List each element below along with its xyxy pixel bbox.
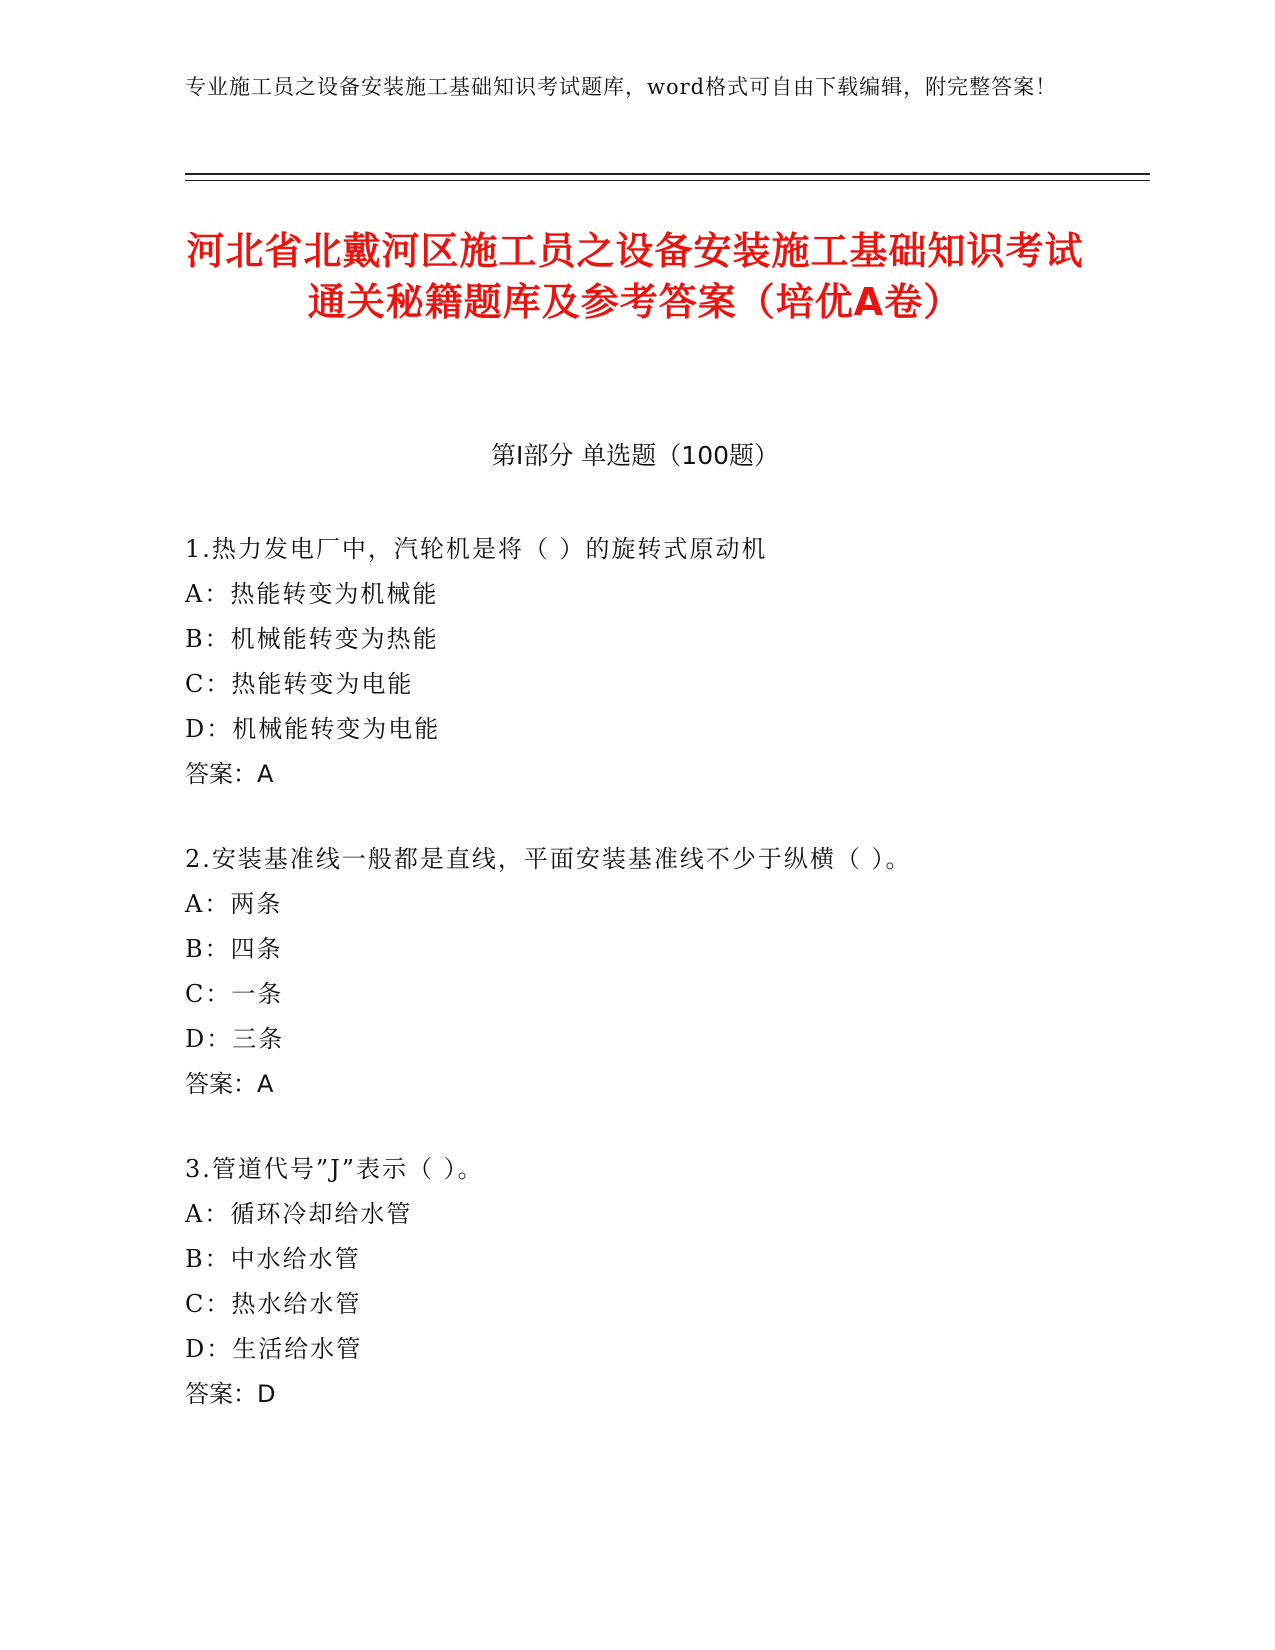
option-c: C：一条 — [185, 980, 284, 1008]
question-stem: 1.热力发电厂中，汽轮机是将（ ）的旋转式原动机 — [185, 535, 768, 563]
question-2 — [185, 837, 1145, 1107]
option-d: D：机械能转变为电能 — [185, 715, 441, 743]
header-rule-thick — [185, 173, 1150, 175]
question-stem: 2.安装基准线一般都是直线，平面安装基准线不少于纵横（ ）。 — [185, 845, 912, 873]
header-note: 专业施工员之设备安装施工基础知识考试题库，word格式可自由下载编辑，附完整答案！ — [185, 75, 1058, 99]
option-b: B：中水给水管 — [185, 1245, 361, 1273]
option-c: C：热能转变为电能 — [185, 670, 414, 698]
option-a: A：循环冷却给水管 — [185, 1200, 413, 1228]
question-3 — [185, 1147, 1145, 1417]
answer-line: 答案：A — [185, 760, 274, 788]
section-heading: 第Ⅰ部分 单选题（100题） — [490, 441, 780, 470]
option-d: D：三条 — [185, 1025, 285, 1053]
document-title: 河北省北戴河区施工员之设备安装施工基础知识考试通关秘籍题库及参考答案（培优A卷） — [186, 229, 1084, 324]
question-list — [185, 527, 1145, 1457]
option-c: C：热水给水管 — [185, 1290, 362, 1318]
header-rule-thin — [185, 180, 1150, 181]
option-a: A：两条 — [185, 890, 283, 918]
option-a: A：热能转变为机械能 — [185, 580, 439, 608]
question-1 — [185, 527, 1145, 797]
answer-line: 答案：A — [185, 1070, 274, 1098]
question-stem: 3.管道代号”J”表示（ ）。 — [185, 1155, 484, 1183]
option-b: B：机械能转变为热能 — [185, 625, 439, 653]
option-b: B：四条 — [185, 935, 283, 963]
option-d: D：生活给水管 — [185, 1335, 363, 1363]
answer-line: 答案：D — [185, 1380, 276, 1408]
